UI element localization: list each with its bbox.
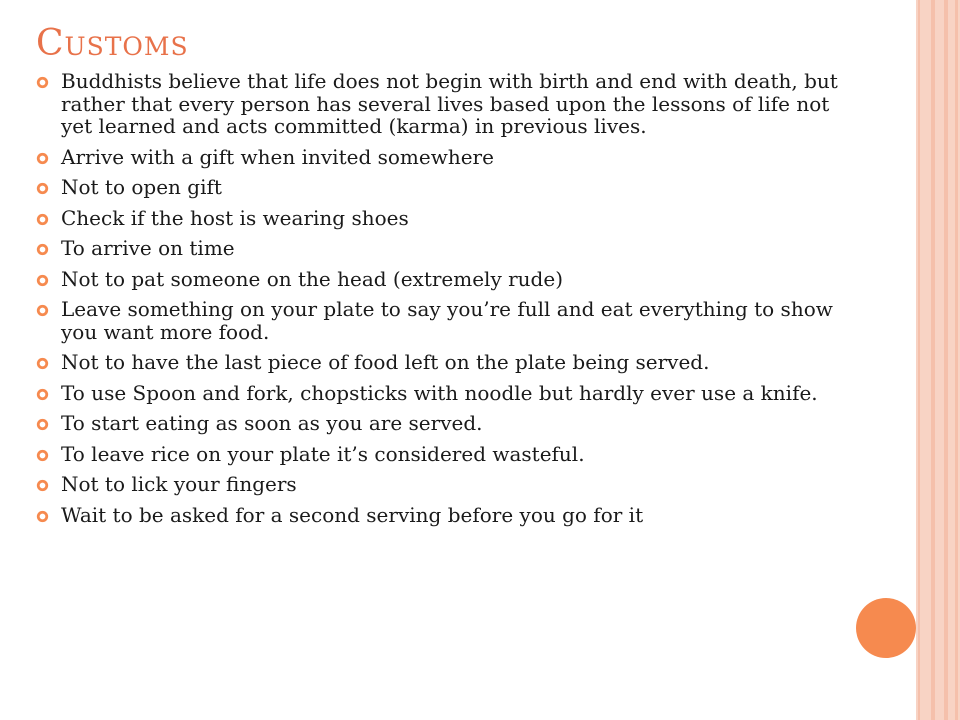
- orange-ring-bullet-icon: [36, 449, 49, 462]
- bullet-item: [36, 298, 856, 343]
- border-stripe: [955, 0, 958, 720]
- orange-ring-bullet-icon: [36, 510, 49, 523]
- bullet-list: [36, 70, 856, 534]
- bullet-text: Buddhists believe that life does not begin with birth and end with death, but rather that every person has several lives based upon the lessons of life not yet learned and acts committed (karma) in previous lives.: [61, 69, 838, 138]
- orange-ring-bullet-icon: [36, 152, 49, 165]
- orange-ring-bullet-icon: [36, 304, 49, 317]
- bullet-item: [36, 473, 856, 496]
- border-stripe: [931, 0, 935, 720]
- decorative-border: [916, 0, 960, 720]
- bullet-text: Not to pat someone on the head (extremely rude): [61, 266, 563, 291]
- bullet-text: Not to have the last piece of food left on the plate being served.: [61, 350, 710, 374]
- bullet-item: [36, 207, 856, 230]
- orange-ring-bullet-icon: [36, 274, 49, 287]
- bullet-item: [36, 268, 856, 291]
- orange-ring-bullet-icon: [36, 243, 49, 256]
- orange-ring-bullet-icon: [36, 479, 49, 492]
- bullet-item: [36, 504, 856, 527]
- border-stripe: [944, 0, 948, 720]
- bullet-item: [36, 382, 856, 405]
- bullet-item: [36, 351, 856, 374]
- decorative-circle: [856, 598, 916, 658]
- bullet-item: [36, 412, 856, 435]
- border-stripe: [918, 0, 920, 720]
- slide-title: Customs: [36, 23, 189, 64]
- bullet-text: Not to open gift: [61, 175, 222, 199]
- bullet-item: [36, 146, 856, 169]
- bullet-text: To start eating as soon as you are served.: [61, 411, 483, 435]
- bullet-text: To leave rice on your plate it’s considered wasteful.: [61, 441, 585, 466]
- bullet-text: Leave something on your plate to say you’re full and eat everything to show you want more food.: [61, 297, 833, 344]
- bullet-text: Wait to be asked for a second serving before you go for it: [61, 502, 644, 527]
- bullet-item: [36, 443, 856, 466]
- bullet-item: [36, 70, 856, 138]
- orange-ring-bullet-icon: [36, 357, 49, 370]
- orange-ring-bullet-icon: [36, 388, 49, 401]
- bullet-text: Not to lick your fingers: [61, 472, 297, 496]
- bullet-text: To use Spoon and fork, chopsticks with noodle but hardly ever use a knife.: [61, 380, 818, 405]
- bullet-item: [36, 176, 856, 199]
- bullet-text: To arrive on time: [61, 236, 235, 260]
- bullet-text: Arrive with a gift when invited somewhere: [61, 144, 494, 169]
- orange-ring-bullet-icon: [36, 76, 49, 89]
- orange-ring-bullet-icon: [36, 213, 49, 226]
- orange-ring-bullet-icon: [36, 418, 49, 431]
- bullet-text: Check if the host is wearing shoes: [61, 205, 409, 230]
- bullet-item: [36, 237, 856, 260]
- orange-ring-bullet-icon: [36, 182, 49, 195]
